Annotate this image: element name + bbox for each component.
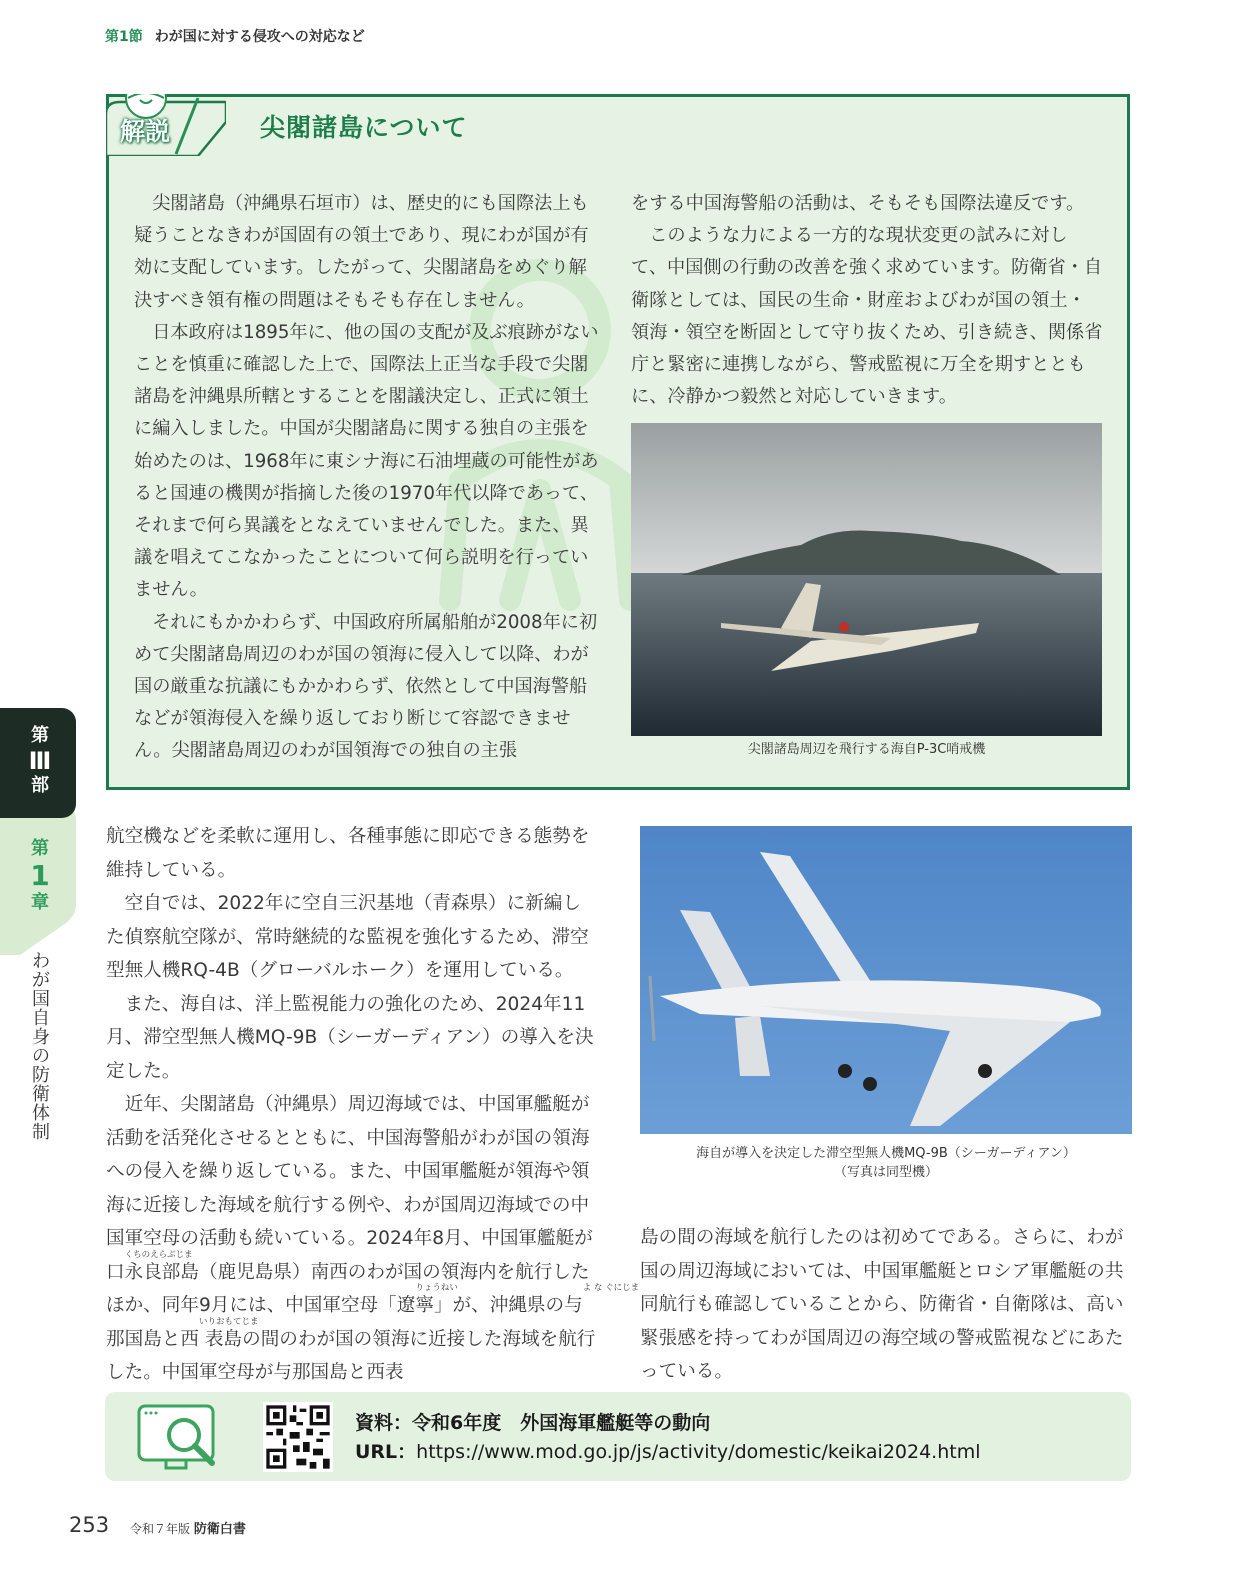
chapter-number: 1 — [30, 859, 50, 892]
kaisetsu-label: 解説 — [120, 117, 171, 146]
box-left-column — [134, 188, 604, 768]
paragraph: 日本政府は1895年に、他の国の支配が及ぶ痕跡がないことを慎重に確認した上で、国際法上正当な手段で尖閣諸島を沖縄県所轄とすることを閣議決定し、正式に領土に編入しました。中国が尖閣諸島に関する独自の主張を始めたのは、1968年に東シナ海に石油埋蔵の可能性があると国連の機関が指摘した後の1970年代以降であって、それまで何ら異議をとなえていませんでした。また、異議を唱えてこなかったことについて何ら説明を行っていません。 — [134, 321, 599, 601]
mq9b-caption — [640, 1144, 1132, 1182]
caption-line: 海自が導入を決定した滞空型無人機MQ-9B（シーガーディアン） — [696, 1146, 1076, 1161]
paragraph: このような力による一方的な現状変更の試みに対して、中国側の行動の改善を強く求めています。防衛省・自衛隊としては、国民の生命・財産およびわが国の領土・領海・領空を断固として守り抜くため、引き続き、関係省庁と緊密に連携しながら、警戒監視に万全を期すとともに、冷静かつ毅然と対応していきます。 — [631, 225, 1103, 408]
paragraph: 航空機などを柔軟に運用し、各種事態に即応できる態勢を維持している。 — [106, 826, 590, 881]
part-prefix: 第 — [31, 725, 49, 746]
resource-title: 資料：令和6年度 外国海軍艦艇等の動向 — [355, 1412, 711, 1434]
ruby-liaoning: りょうねい 遼寧 — [396, 1283, 458, 1316]
running-header — [105, 26, 365, 46]
ruby-kuchinoerabu: くちのえらぶじま 口永良部 — [106, 1249, 193, 1283]
paragraph: をする中国海警船の活動は、そもそも国際法違反です。 — [631, 193, 1085, 214]
paragraph: 尖閣諸島（沖縄県石垣市）は、歴史的にも国際法上も疑うことなきわが国固有の領土であり、現にわが国が有効に支配しています。したがって、尖閣諸島をめぐり解決すべき領有権の問題はそもそも存在しません。 — [134, 193, 589, 311]
body-right-column — [640, 1221, 1132, 1389]
chapter-title-vertical: わが国自身の防衛体制 — [32, 951, 50, 1143]
mq9b-photo — [640, 826, 1132, 1134]
ruby-yonaguni: よ な ぐにじま 与那国 — [106, 1283, 640, 1350]
footer-title: 令和７年版 防衛白書 — [130, 1522, 246, 1537]
ruby-iriomote: いりおもてじま 西 表 — [180, 1316, 259, 1350]
p3c-caption: 尖閣諸島周辺を飛行する海自P-3C哨戒機 — [747, 742, 986, 757]
section-title: わが国に対する侵攻への対応など — [154, 29, 365, 45]
part-label — [25, 725, 55, 797]
section-number: 第1節 — [105, 29, 143, 45]
monitor-magnifier-icon — [136, 1403, 226, 1473]
page-number: 253 — [69, 1513, 110, 1537]
paragraph: また、海自は、洋上監視能力の強化のため、2024年11月、滞空型無人機MQ-9B（シーガーディアン）の導入を決定した。 — [106, 993, 594, 1082]
part-number: Ⅲ — [28, 747, 52, 775]
box-title: 尖閣諸島について — [260, 113, 468, 142]
body-left-column — [106, 820, 640, 1390]
paragraph: それにもかかわらず、中国政府所属船舶が2008年に初めて尖閣諸島周辺のわが国の領海に侵入して以降、わが国の厳重な抗議にもかかわらず、依然として中国海警船などが領海侵入を繰り返しており断じて容認できません。尖閣諸島周辺のわが国領海での独自の主張 — [134, 611, 598, 762]
chapter-suffix: 章 — [31, 892, 49, 913]
url-link[interactable]: https://www.mod.go.jp/js/activity/domestic/keikai2024.html — [416, 1441, 981, 1463]
part-suffix: 部 — [31, 775, 49, 796]
p3c-photo — [631, 423, 1102, 736]
chapter-label — [25, 838, 55, 914]
qr-code[interactable] — [263, 1402, 333, 1472]
chapter-prefix: 第 — [31, 838, 49, 859]
paragraph: 空自では、2022年に空自三沢基地（青森県）に新編した偵察航空隊が、常時継続的な監視を強化するため、滞空型無人機RQ-4B（グローバルホーク）を運用している。 — [106, 893, 589, 981]
paragraph: 島の間の海域を航行したのは初めてである。さらに、わが国の周辺海域においては、中国軍艦艇とロシア軍艦艇の共同航行も確認していることから、防衛省・自衛隊は、高い緊張感を持ってわが国周辺の海空域の警戒監視などにあたっている。 — [640, 1227, 1124, 1382]
resource-url[interactable]: URL：https://www.mod.go.jp/js/activity/domestic/keikai2024.html — [355, 1441, 981, 1463]
paragraph: 近年、尖閣諸島（沖縄県）周辺海域では、中国軍艦艇が活動を活発化させるとともに、中国海警船がわが国の領海への侵入を繰り返している。また、中国軍艦艇が領海や領海に近接した海域を航行する例や、わが国周辺海域での中国軍空母の活動も続いている。2024年8月、中国軍艦艇が くちのえらぶじま 口永良部島（鹿児島県）南西のわが国の領海内を航行したほか、同年9月には、中国軍空母「 りょうねい 遼寧」が、沖縄県の よ な ぐにじま 与那国島と いりおもてじま 西 表島の間のわが国の領海に近接した海域を航行した。中国軍空母が与那国島と西表 — [106, 1094, 640, 1383]
box-right-column — [631, 188, 1103, 413]
caption-line: （写真は同型機） — [833, 1165, 938, 1180]
